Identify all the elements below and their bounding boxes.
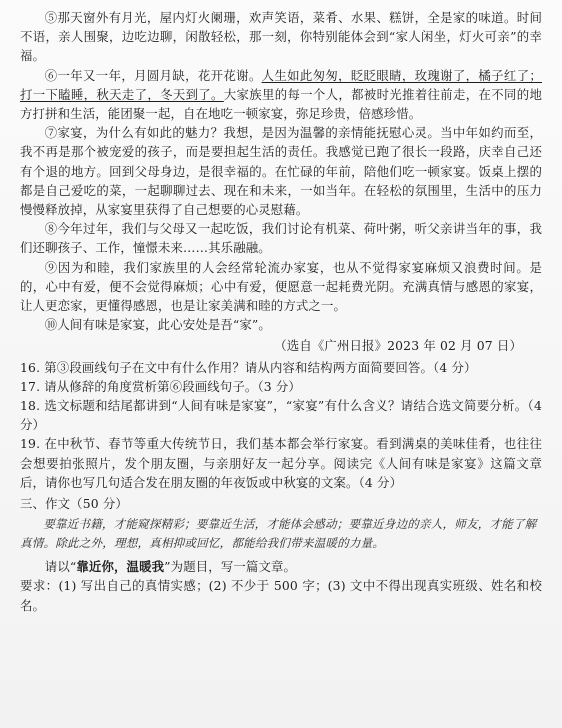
- paragraph-8: ⑧今年过年，我们与父母又一起吃饭，我们讨论有机菜、荷叶粥，听父亲讲当年的事，我们还聊孩子、工作，憧憬未来……其乐融融。: [20, 221, 542, 256]
- section-three-heading: 三、作文（50 分）: [20, 496, 128, 512]
- question-17: 17. 请从修辞的角度赏析第⑥段画线句子。（3 分）: [20, 378, 301, 394]
- paragraph-5: ⑤那天窗外有月光，屋内灯火阑珊，欢声笑语，菜肴、水果、糕饼，全是家的味道。时间不语，亲人围聚，边吃边聊，闲散轻松，那一刻，你特别能体会到“家人闲坐，灯火可亲”的幸福。: [20, 10, 542, 64]
- essay-prompt: [20, 557, 542, 576]
- essay-prompt-tail: ”为题目，写一篇文章。: [164, 559, 297, 575]
- paragraph-7: ⑦家宴，为什么有如此的魅力？我想，是因为温馨的亲情能抚慰心灵。当中年如约而至，我不再是那个被宠爱的孩子，而是要担起生活的责任。我感觉已跑了很长一段路，庆幸自己还有个退的地方。回到父母身边，是很幸福的。在忙碌的年前，陪他们吃一顿家宴。饭桌上摆的都是自己爱吃的菜，一起聊聊过去、现在和未来，一如当年。在轻松的氛围里，生活中的压力慢慢释放掉，从家宴里获得了自己想要的心灵慰藉。: [20, 125, 542, 218]
- essay-title: 靠近你，温暖我: [76, 559, 165, 575]
- paragraph-10: ⑩人间有味是家宴，此心安处是吾“家”。: [44, 317, 271, 333]
- paragraph-9: ⑨因为和睦，我们家族里的人会经常轮流办家宴，也从不觉得家宴麻烦又浪费时间。是的，心中有爱，便不会觉得麻烦；心中有爱，便愿意一起耗费光阴。充满真情与感恩的家宴，让人更恋家，更懂得感恩，也是让家美满和睦的方式之一。: [20, 259, 542, 314]
- page-content: [20, 8, 542, 615]
- question-18: 18. 选文标题和结尾都讲到“人间有味是家宴”，“家宴”有什么含义？请结合选文简要分析。（4 分）: [20, 398, 542, 433]
- paragraph-6-underlined-sentence: 人生如此匆匆，眨眨眼睛，玫瑰谢了，橘子红了；打一下瞌睡，秋天走了，冬天到了。: [20, 67, 542, 102]
- source-citation: （选自《广州日报》2023 年 02 月 07 日）: [274, 338, 522, 354]
- essay-quote: 要靠近书籍，才能窥探精彩；要靠近生活，才能体会感动；要靠近身边的亲人，师友，才能了解真情。除此之外，理想，真相抑或回忆，都能给我们带来温暖的力量。: [20, 517, 537, 551]
- paragraph-6-lead: ⑥一年又一年，月圆月缺，花开花谢。: [44, 67, 262, 83]
- paragraph-6: [20, 66, 542, 124]
- question-19: 19. 在中秋节、春节等重大传统节日，我们基本都会举行家宴。看到满桌的美味佳肴，也往往会想要拍张照片，发个朋友圈，与亲朋好友一起分享。阅读完《人间有味是家宴》这篇文章后，请你也写几句适合发在朋友圈的年夜饭或中秋宴的文案。（4 分）: [20, 436, 542, 490]
- paragraph-6-tail: 大家族里的每一个人，都被时光推着往前走，在不同的地方打拼和生活，能团聚一起，自在地吃一顿家宴，弥足珍贵，倍感珍惜。: [20, 86, 542, 122]
- essay-requirements: 要求：(1) 写出自己的真情实感；(2) 不少于 500 字；(3) 文中不得出现真实班级、姓名和校名。: [20, 578, 542, 613]
- question-16: 16. 第③段画线句子在文中有什么作用？请从内容和结构两方面简要回答。（4 分）: [20, 359, 477, 375]
- essay-prompt-lead: 请以“: [44, 559, 77, 575]
